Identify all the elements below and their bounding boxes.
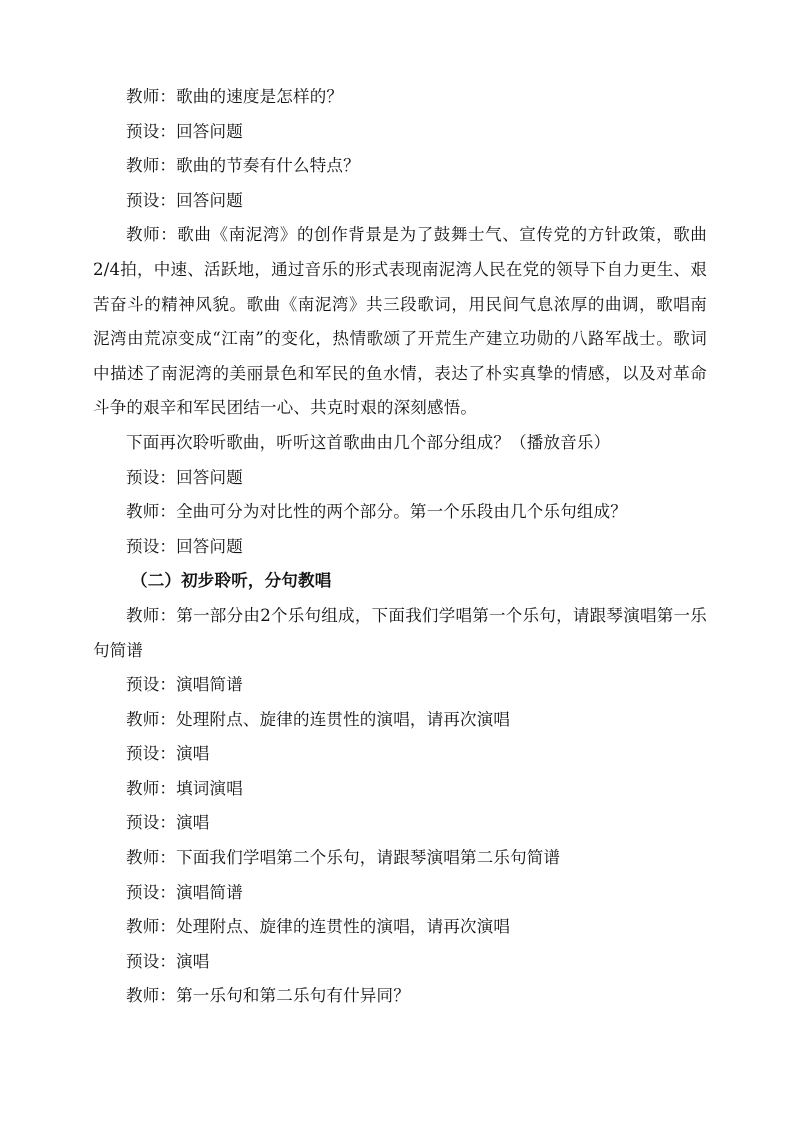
document-body	[93, 80, 707, 1014]
paragraph: 预设：演唱	[126, 744, 210, 764]
paragraph: 预设：演唱简谱	[126, 882, 243, 902]
paragraph: 教师：全曲可分为对比性的两个部分。第一个乐段由几个乐句组成？	[126, 502, 627, 522]
paragraph: 预设：回答问题	[126, 536, 243, 556]
paragraph: 教师：歌曲的节奏有什么特点？	[126, 156, 360, 176]
paragraph: 预设：演唱	[126, 951, 210, 971]
paragraph: 预设：回答问题	[126, 467, 243, 487]
paragraph: 预设：回答问题	[126, 190, 243, 210]
section-heading: （二）初步聆听，分句教唱	[131, 571, 332, 591]
paragraph: 教师：处理附点、旋律的连贯性的演唱，请再次演唱	[126, 709, 511, 729]
paragraph: 教师：歌曲《南泥湾》的创作背景是为了鼓舞士气、宣传党的方针政策，歌曲2/4拍，中速、活跃地，通过音乐的形式表现南泥湾人民在党的领导下自力更生、艰苦奋斗的精神风貌。歌曲《南泥湾》共三段歌词，用民间气息浓厚的曲调，歌唱南泥湾由荒凉变成“江南”的变化，热情歌颂了开荒生产建立功勋的八路军战士。歌词中描述了南泥湾的美丽景色和军民的鱼水情，表达了朴实真挚的情感，以及对革命斗争的艰辛和军民团结一心、共克时艰的深刻感悟。	[93, 225, 707, 418]
paragraph: 教师：填词演唱	[126, 778, 243, 798]
paragraph: 教师：下面我们学唱第二个乐句，请跟琴演唱第二乐句简谱	[126, 848, 561, 868]
paragraph: 教师：歌曲的速度是怎样的？	[126, 87, 344, 106]
paragraph: 教师：第一乐句和第二乐句有什异同？	[126, 986, 410, 1006]
paragraph: 预设：回答问题	[126, 121, 243, 141]
paragraph: 下面再次聆听歌曲，听听这首歌曲由几个部分组成？（播放音乐）	[126, 432, 611, 452]
paragraph: 预设：演唱	[126, 813, 210, 833]
paragraph: 教师：第一部分由2个乐句组成，下面我们学唱第一个乐句，请跟琴演唱第一乐句简谱	[93, 605, 707, 660]
paragraph: 预设：演唱简谱	[126, 675, 243, 695]
paragraph: 教师：处理附点、旋律的连贯性的演唱，请再次演唱	[126, 917, 511, 937]
